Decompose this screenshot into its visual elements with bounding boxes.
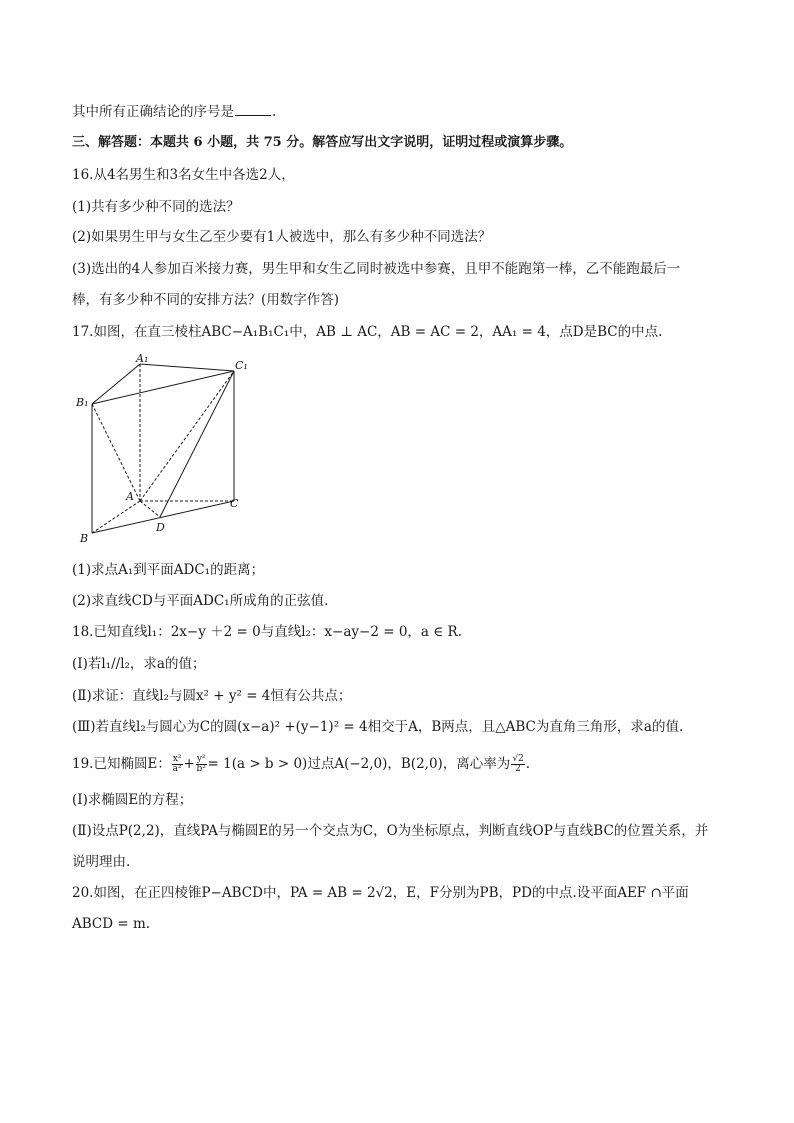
q16-part1: (1)共有多少种不同的选法？ [72, 199, 240, 215]
edge-ac1-hidden [140, 371, 234, 501]
fraction-eccentricity: $\frac{√2}{2}$ [512, 754, 524, 774]
q19-part2-cont: 说明理由. [72, 854, 131, 870]
q18-part2: (Ⅱ)求证：直线l₂与圆x² + y² = 4恒有公共点； [72, 688, 352, 704]
q19-part1: (Ⅰ)求椭圆E的方程； [72, 792, 193, 808]
blank-prompt: 其中所有正确结论的序号是 [72, 104, 234, 120]
edge-a1c1 [140, 364, 234, 371]
q19-part2: (Ⅱ)设点P(2,2)，直线PA与椭圆E的另一个交点为C，O为坐标原点，判断直线OP与直线BC的位置关系，并 [72, 823, 709, 839]
label-b: B [80, 532, 89, 545]
q18-stem: 18.已知直线l₁：2x−y ＋2 = 0与直线l₂：x−ay−2 = 0，a ∈ R. [72, 624, 462, 640]
q16-part3-cont: 棒，有多少种不同的安排方法？(用数字作答) [72, 292, 340, 308]
answer-blank[interactable] [235, 102, 271, 116]
q17-stem: 17.如图，在直三棱柱ABC−A₁B₁C₁中，AB ⊥ AC，AB = AC = 2，AA₁ = 4，点D是BC的中点. [72, 324, 663, 340]
q18-part3: (Ⅲ)若直线l₂与圆心为C的圆(x−a)² +(y−1)² = 4相交于A，B两点，且△ABC为直角三角形，求a的值. [72, 719, 684, 735]
label-d: D [156, 521, 165, 534]
fraction-x2-a2: $\frac{\text{x²}}{\text{a²}}$ [172, 754, 182, 774]
q16-stem: 16.从4名男生和3名女生中各选2人， [72, 167, 295, 183]
answer-blank-line: 其中所有正确结论的序号是 . [72, 104, 277, 120]
label-a: A [126, 490, 134, 503]
label-b1: B₁ [76, 396, 89, 409]
edge-b1a-hidden [92, 404, 140, 501]
label-c: C [230, 497, 239, 510]
label-c1: C₁ [235, 359, 248, 372]
edge-b1c1 [92, 371, 234, 404]
section-heading: 三、解答题：本题共 6 小题，共 75 分。解答应写出文字说明，证明过程或演算步骤。 [72, 135, 573, 150]
q18-part1: (Ⅰ)若l₁//l₂，求a的值； [72, 656, 206, 672]
edge-ad-hidden [140, 501, 160, 517]
label-a1: A₁ [136, 352, 149, 365]
q17-part1: (1)求点A₁到平面ADC₁的距离； [72, 562, 265, 578]
edge-c1d [160, 371, 234, 517]
q20-stem-cont: ABCD = m. [72, 916, 151, 932]
q19-stem: 19.已知椭圆E： $\frac{\text{x²}}{\text{a²}}$ + $\frac{\text{y²}}{\text{b²}}$ = 1(a > b > 0)过点A(−2,0)，B(2,0)，离心率为 $\frac{√2}{2}$ . [72, 754, 531, 774]
q20-stem: 20.如图，在正四棱锥P−ABCD中，PA = AB = 2√2，E，F分别为PB，PD的中点.设平面AEF ∩平面 [72, 885, 689, 901]
q16-part2: (2)如果男生甲与女生乙至少要有1人被选中，那么有多少种不同选法？ [72, 229, 492, 245]
edge-ab-hidden [92, 501, 140, 533]
fraction-y2-b2: $\frac{\text{y²}}{\text{b²}}$ [196, 754, 206, 774]
prism-figure [74, 351, 254, 551]
q17-part2: (2)求直线CD与平面ADC₁所成角的正弦值. [72, 593, 329, 609]
q16-part3: (3)选出的4人参加百米接力赛，男生甲和女生乙同时被选中参赛，且甲不能跑第一棒，乙不能跑最后一 [72, 261, 681, 277]
